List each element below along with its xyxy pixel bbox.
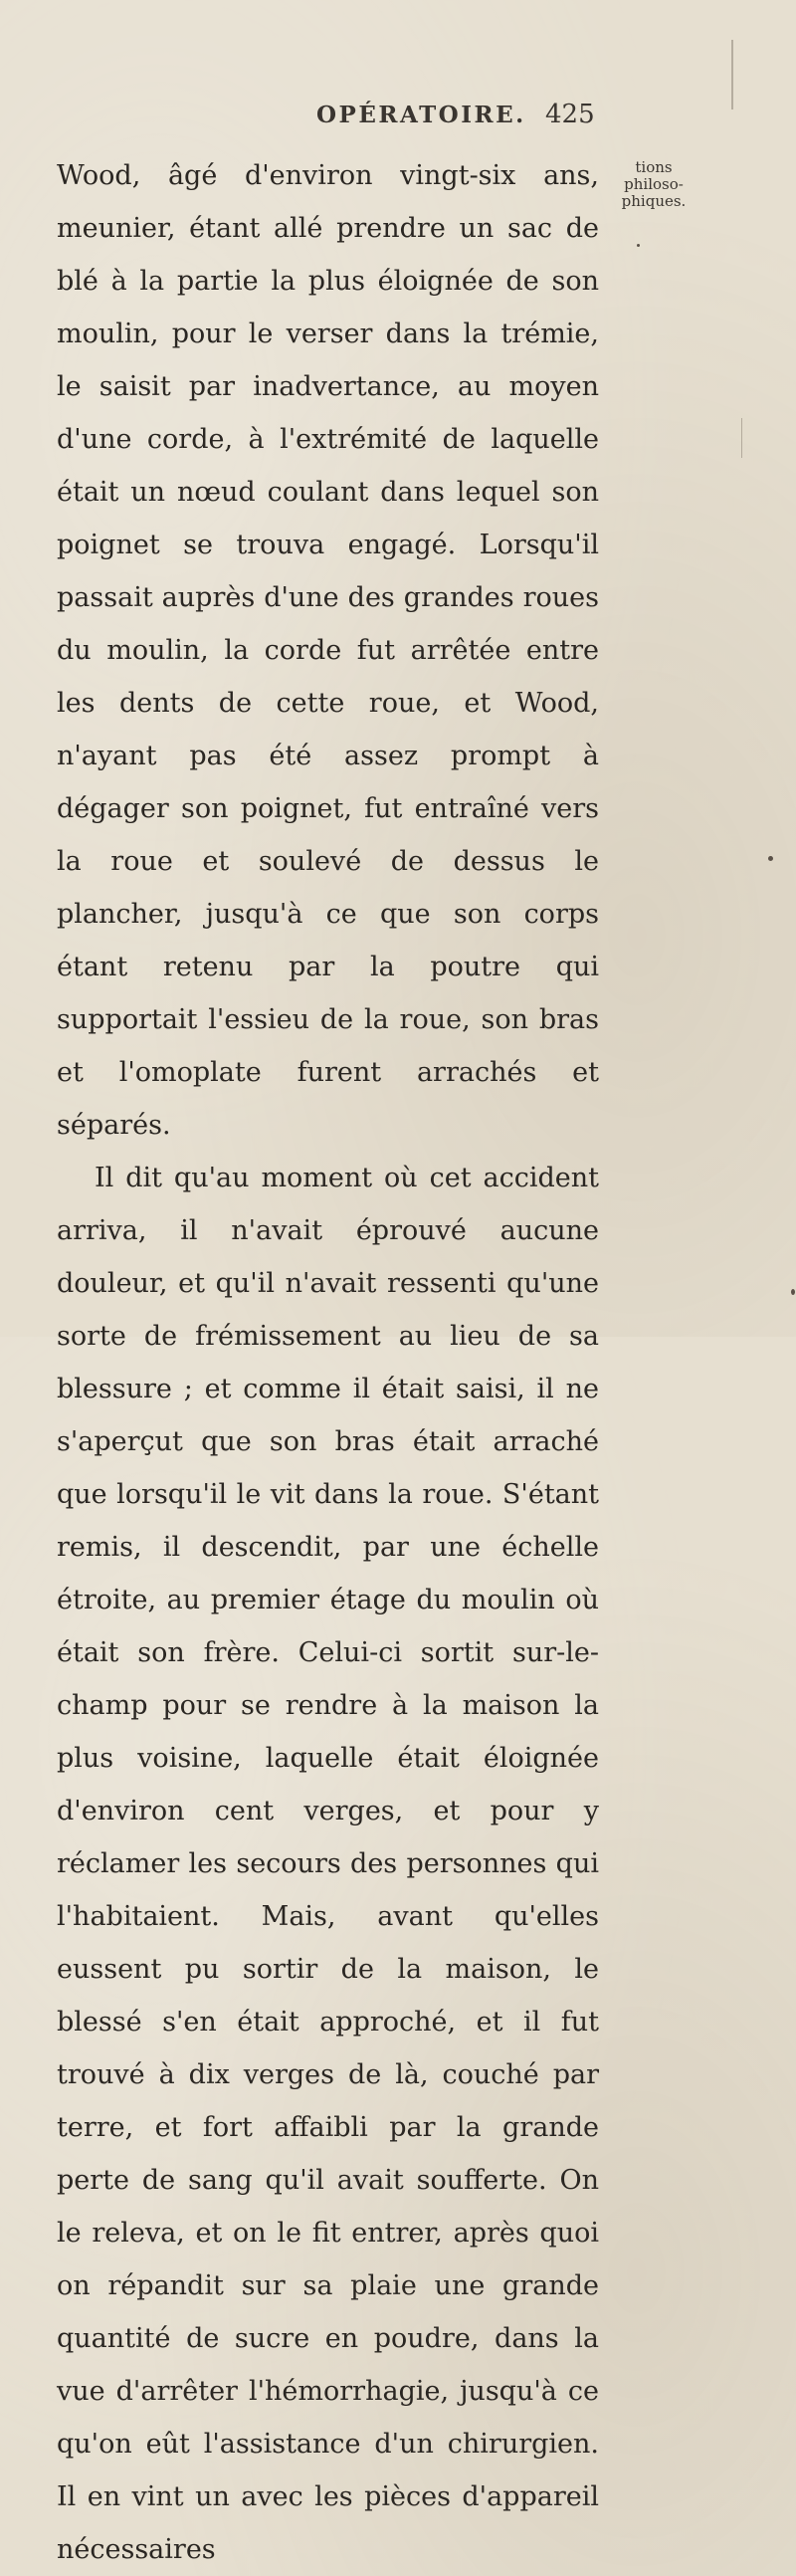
paper-speck bbox=[791, 1289, 795, 1295]
paper-speck bbox=[768, 856, 773, 861]
running-head bbox=[0, 100, 796, 139]
page-crease-mark bbox=[741, 418, 742, 458]
page-number: 425 bbox=[545, 100, 595, 129]
paragraph-1: Wood, âgé d'environ vingt-six ans, meunier, étant allé prendre un sac de blé à la partie la plus éloignée de son moulin, pour le verser dans la trémie, le saisit par inadvertance, au moyen d'une corde, à l'extrémité de laquelle était un nœud coulant dans lequel son poignet se trouva engagé. Lorsqu'il passait auprès d'une des grandes roues du moulin, la corde fut arrêtée entre les dents de cette roue, et Wood, n'ayant pas été assez prompt à dégager son poignet, fut entraîné vers la roue et soulevé de dessus le plancher, jusqu'à ce que son corps étant retenu par la poutre qui supportait l'essieu de la roue, son bras et l'omoplate furent arrachés et séparés. bbox=[57, 160, 599, 1141]
running-title: OPÉRATOIRE. bbox=[316, 102, 526, 128]
body-text bbox=[57, 149, 599, 2576]
page-crease-mark bbox=[731, 40, 733, 109]
paper-speck bbox=[637, 244, 640, 247]
margin-note: tions philoso-phiques. bbox=[621, 158, 687, 210]
paragraph-2: Il dit qu'au moment où cet accident arriva, il n'avait éprouvé aucune douleur, et qu'il n'avait ressenti qu'une sorte de frémissement au lieu de sa blessure ; et comme il était saisi, il ne s'aperçut que son bras était arraché que lorsqu'il le vit dans la roue. S'étant remis, il descendit, par une échelle étroite, au premier étage du moulin où était son frère. Celui-ci sortit sur-le-champ pour se rendre à la maison la plus voisine, laquelle était éloignée d'environ cent verges, et pour y réclamer les secours des personnes qui l'habitaient. Mais, avant qu'elles eussent pu sortir de la maison, le blessé s'en était approché, et il fut trouvé à dix verges de là, couché par terre, et fort affaibli par la grande perte de sang qu'il avait soufferte. On le releva, et on le fit entrer, après quoi on répandit sur sa plaie une grande quantité de sucre en poudre, dans la vue d'arrêter l'hémorrhagie, jusqu'à ce qu'on eût l'assistance d'un chirurgien. Il en vint un avec les pièces d'appareil nécessaires bbox=[57, 1163, 599, 2565]
